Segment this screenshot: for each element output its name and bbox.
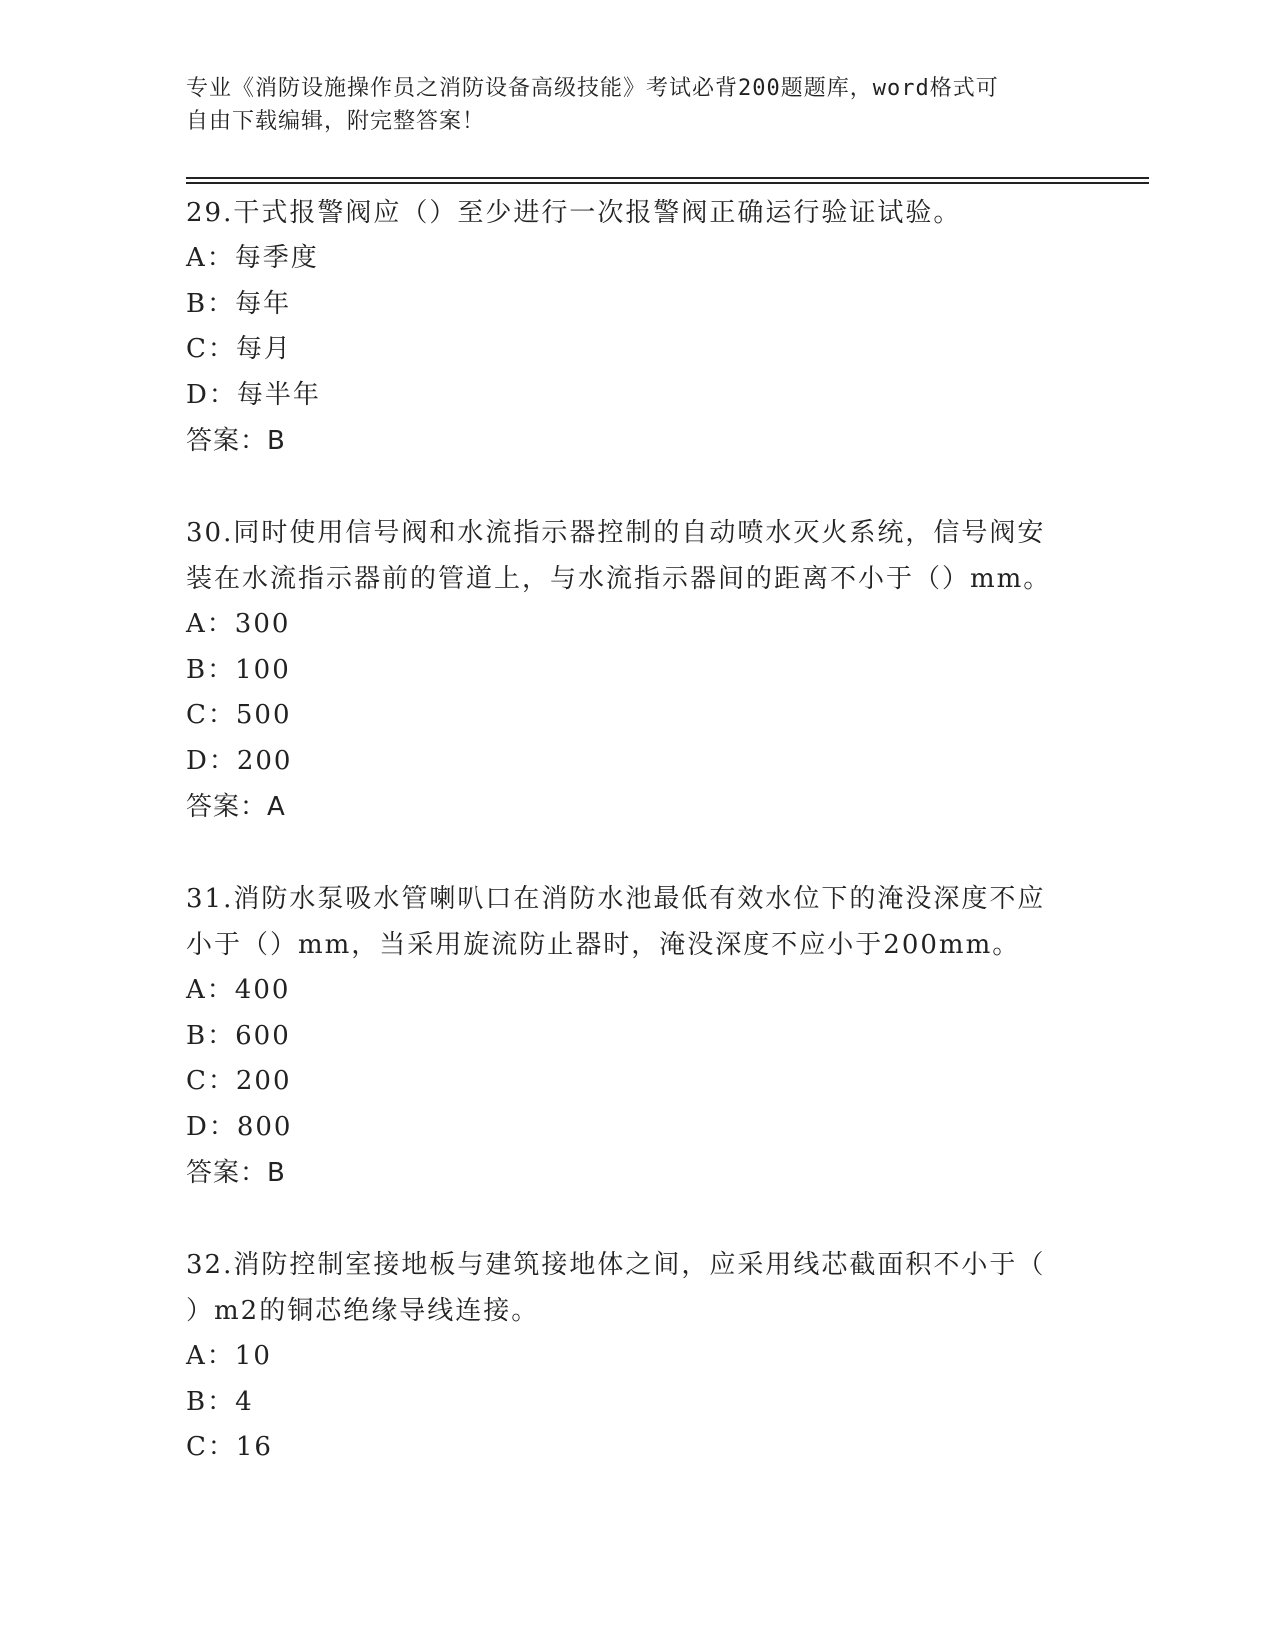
option-a: A：400 bbox=[186, 975, 291, 1005]
option-d: D：200 bbox=[186, 745, 293, 776]
question-stem: 31.消防水泵吸水管喇叭口在消防水池最低有效水位下的淹没深度不应 bbox=[186, 884, 1046, 914]
question-stem: 29.干式报警阀应（）至少进行一次报警阀正确运行验证试验。 bbox=[186, 198, 962, 228]
answer-line: 答案：B bbox=[186, 426, 286, 456]
option-c: C：500 bbox=[186, 700, 292, 730]
answer-line: 答案：B bbox=[186, 1158, 286, 1188]
header-divider bbox=[186, 182, 1149, 184]
question-32 bbox=[186, 1242, 1086, 1471]
question-list bbox=[186, 190, 1086, 1517]
question-stem: 32.消防控制室接地板与建筑接地体之间，应采用线芯截面积不小于（ bbox=[186, 1250, 1046, 1280]
option-b: B：4 bbox=[186, 1386, 254, 1417]
question-stem: 30.同时使用信号阀和水流指示器控制的自动喷水灭火系统，信号阀安 bbox=[186, 518, 1046, 548]
option-c: C：200 bbox=[186, 1066, 292, 1096]
option-b: B：600 bbox=[186, 1020, 291, 1051]
option-b: B：每年 bbox=[186, 288, 292, 319]
question-stem: ）m2的铜芯绝缘导线连接。 bbox=[186, 1296, 540, 1326]
option-d: D：800 bbox=[186, 1111, 293, 1142]
question-stem: 装在水流指示器前的管道上，与水流指示器间的距离不小于（）mm。 bbox=[186, 564, 1052, 594]
option-c: C：每月 bbox=[186, 334, 292, 364]
option-a: A：每季度 bbox=[186, 243, 319, 273]
question-31 bbox=[186, 876, 1086, 1196]
header-divider bbox=[186, 177, 1149, 179]
header-line: 专业《消防设施操作员之消防设备高级技能》考试必背200题题库，word格式可 bbox=[186, 76, 999, 101]
question-29 bbox=[186, 190, 1086, 464]
answer-line: 答案：A bbox=[186, 792, 286, 822]
option-d: D：每半年 bbox=[186, 379, 321, 410]
question-30 bbox=[186, 510, 1086, 830]
header-line: 自由下载编辑，附完整答案！ bbox=[186, 109, 486, 134]
question-stem: 小于（）mm，当采用旋流防止器时，淹没深度不应小于200mm。 bbox=[186, 930, 1021, 960]
option-a: A：300 bbox=[186, 609, 291, 639]
option-a: A：10 bbox=[186, 1341, 272, 1371]
option-b: B：100 bbox=[186, 654, 291, 685]
option-c: C：16 bbox=[186, 1432, 273, 1462]
document-header bbox=[186, 72, 1066, 138]
